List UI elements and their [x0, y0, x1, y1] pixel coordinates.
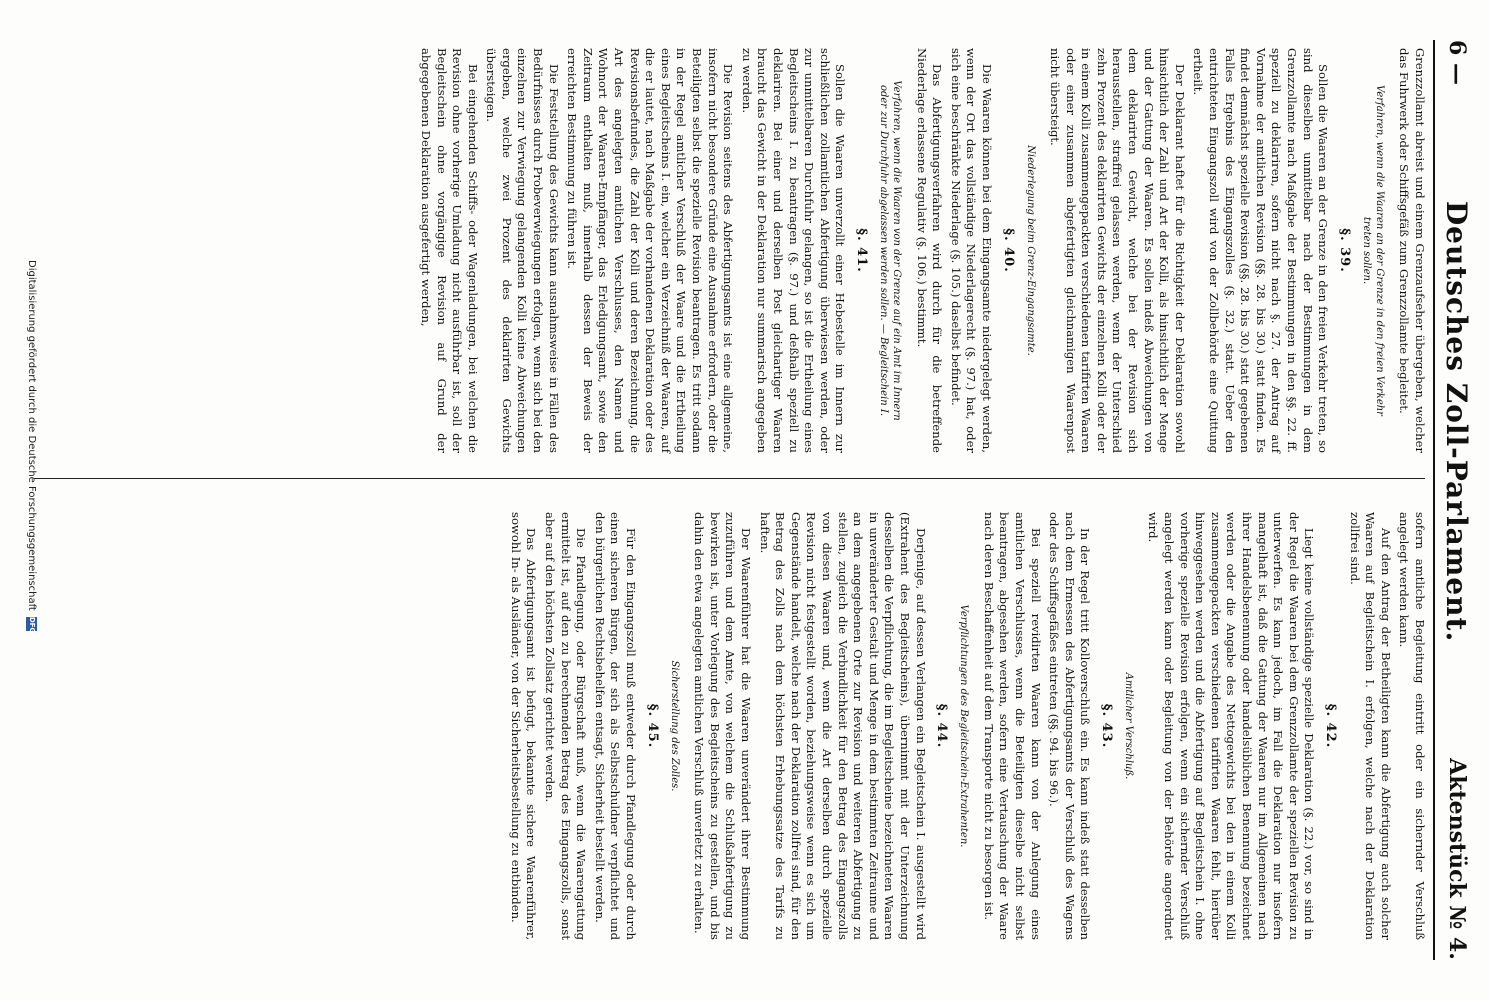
section-number: §. 45. [644, 703, 660, 749]
section-number: §. 42. [1323, 703, 1339, 749]
paragraph: Liegt keine vollständige spezielle Deklaration (§. 22.) vor, so sind in der Regel die Waaren bei dem Grenzzollamte der speziellen Revision zu unterwerfen. Es kann jedoch, im Fall die Deklaration nur insofern mangelhaft ist, daß die Gattung der Waaren nur im Allgemeinen nach ihrer Handelsbenennung oder handelsüblichen Benennung bezeichnet werden oder die Angabe des Nettogewichts bei den in einem Kolli zusammengepackten verschiedenen tarifirten Waaren fehlt, hierüber hinweggesehen werden und die Abfertigung auf Begleitschein I. ohne vorherige spezielle Revision erfolgen, wenn ein sichernder Verschluß angelegt werden kann oder Begleitung von der Behörde angeordnet wird. [1146, 512, 1317, 940]
section-number: §. 41. [853, 228, 869, 273]
paragraph: Derjenige, auf dessen Verlangen ein Begleitschein I. ausgestellt wird (Extrahent des Begleitscheins), übernimmt mit der Unterzeichnung desselben die Verpflichtung, die im Begleitscheine bezeichneten Waaren in unveränderter Gestalt und Menge in dem bestimmten Zeitraume und an dem angegebenen Orte zur Revision und weiteren Abfertigung zu stellen, zugleich die Verbindlichkeit für den Betrag des Eingangszolls von diesen Waaren und, wenn die Art derselben durch spezielle Revision nicht festgestellt worden, beziehungsweise wenn es sich um Gegenstände handelt, welche nach der Deklaration zollfrei sind, für den Betrag des Zolls nach dem höchsten Erhebungssatze des Tarifs zu haften. [757, 512, 928, 940]
paragraph: Die Feststellung des Gewichts kann ausnahmsweise in Fällen des Bedürfnisses durch Probeverwiegungen erfolgen, wenn sich bei den einzelnen zur Verwiegung gelangenden Kolli keine Abweichungen ergeben, welche zwei Prozent des deklarirten Gewichts übersteigen. [484, 48, 561, 453]
section-number: §. 44. [934, 703, 950, 749]
right-column [30, 512, 1427, 940]
paragraph: Bei speziell revidirten Waaren kann von der Anlegung eines amtlichen Verschlusses, wenn die Beteiligten dieselbe nicht selbst beantragen, abgesehen werden, sofern eine Vertauschung der Waare nach deren Beschaffenheit auf dem Transporte nicht zu besorgen ist. [981, 512, 1043, 940]
paragraph: Das Abfertigungsamt ist befugt, bekannte sichere Waarenführer, sowohl In- als Ausländer, von der Sicherheitsbestellung zu entbinden. [508, 512, 539, 940]
paragraph: Die Waaren können bei dem Eingangsamte niedergelegt werden, wenn der Ort das vollständige Niederlagerecht (§. 97.) hat, oder sich eine beschränkte Niederlage (§. 105.) daselbst befindet. [948, 48, 994, 453]
section-number: §. 40. [1000, 228, 1016, 273]
paragraph: In der Regel tritt Kolloverschluß ein. Es kann indeß statt desselben nach dem Ermessen des Abfertigungsamts der Verschluß des Wagens oder des Schiffsgefäßes eintreten (§§. 94. bis 96.). [1047, 512, 1093, 940]
credit-text: Digitalisierung gefördert durch die Deutsche Forschungsgemeinschaft [26, 260, 37, 611]
page-header [1433, 40, 1479, 960]
page-title: Deutsches Zoll-Parlament. [1440, 200, 1474, 643]
paragraph: Die Pfandlegung, oder Bürgschaft muß, wenn die Waarengattung ermittelt ist, auf den zu berechnenden Betrag des Eingangszolls, sonst aber auf den höchsten Zollsatz gerichtet werden. [543, 512, 589, 940]
digitization-credit [26, 260, 37, 634]
paragraph: Sollen die Waaren unverzollt einer Hebestelle im Innern zur schließlichen zollamtlichen Abfertigung überwiesen werden, oder zur unmittelbaren Durchfuhr gelangen, so ist die Ertheilung eines Begleitscheins I. zu beantragen (§. 97.) und deßhalb speziell zu deklariren. Bei einer und derselben Post gleichartiger Waaren braucht das Gewicht in der Deklaration nur summarisch angegeben zu werden. [739, 48, 848, 453]
paragraph: Sollen die Waaren an der Grenze in den freien Verkehr treten, so sind dieselben unmittelbar nach der Bestimmungen in dem Grenzzollamte nach Maßgabe der Bestimmungen in den §§. 22. ff. speziell zu deklariren, sofern nicht nach §. 27. der Antrag auf Vornahme der amtlichen Revision (§§. 28. bis 30.) statt finden. Es findet demnächst spezielle Revision (§§. 28. bis 30.) statt gegebenen Falles Ergebnis des Eingangszolles (§. 32.) statt. Ueber den entrichteten Eingangszoll wird von der Zollbehörde eine Quittung ertheilt. [1191, 48, 1331, 453]
paragraph: Auf den Antrag der Betheiligten kann die Abfertigung auch solcher Waaren auf Begleitschein I. erfolgen, welche nach der Deklaration zollfrei sind. [1347, 512, 1393, 940]
paragraph: Die Revision seitens des Abfertigungsamts ist eine allgemeine, insofern nicht besondere Gründe eine Ausnahme erfordern, oder die Beteiligten selbst die spezielle Revision beantragen. Es tritt sodann in der Regel amtlicher Verschluß der Waare und die Ertheilung eines Begleitscheins I. ein, welcher ein Verzeichniß der Waaren, auf die er lautet, nach Maßgabe der vorhandenen Deklaration oder des Revisionsbefundes, die Zahl der Kolli und deren Bezeichnung, die Art des angelegten amtlichen Verschlusses, den Namen und Wohnort der Waaren-Empfänger, das Erledigungsamt, sowie den Zeitraum enthalten muß, innerhalb dessen der Beweis der erreichten Bestimmung zu führen ist. [565, 48, 736, 453]
left-column [30, 48, 1427, 453]
section-heading: Sicherstellung des Zolles. [668, 660, 680, 792]
section-heading: Niederlegung beim Grenz-Eingangsamte. [1024, 145, 1036, 356]
page-number: 6 — [1444, 40, 1470, 85]
section-heading: Verfahren, wenn die Waaren an der Grenze in den freien Verkehr treten sollen. [1360, 85, 1385, 416]
section-number: §. 39. [1336, 228, 1352, 273]
section-heading: Verpflichtungen des Begleitschein-Extrahenten. [958, 604, 970, 848]
dfg-logo-icon: DFG [28, 616, 36, 634]
section-number: §. 43. [1098, 703, 1114, 749]
section-heading: Verfahren, wenn die Waaren von der Grenze auf ein Amt im Innern oder zur Durchfuhr abgelassen werden sollen. — Begleitschein I. [877, 80, 902, 421]
page-number-dash: — [1444, 62, 1470, 85]
paragraph: Das Abfertigungsverfahren wird durch für die betreffende Niederlage erlassene Regulativ (§. 106.) bestimmt. [914, 48, 945, 453]
paragraph: Grenzzollamt abreist und einem Grenzaufseher übergeben, welcher das Fuhrwerk oder Schiffsgefäß zum Grenzzollamte begleitet. [1397, 48, 1427, 453]
issue-label: Aktenstück № 4. [1444, 758, 1470, 960]
paragraph: Der Waarenführer hat die Waaren unverändert ihrer Bestimmung zuzuführen und dem Amte, von welchem die Schlußabfertigung zu bewirken ist, unter Vorlegung des Begleitscheins zu gestellen, und bis dahin den etwa angelegten amtlichen Verschluß unverletzt zu erhalten. [692, 512, 754, 940]
paragraph: Für den Eingangszoll muß entweder durch Pfandlegung oder durch einen sicheren Bürgen, der sich als Selbstschuldner verpflichtet und den bürgerlichen Rechtsbehelfen entsagt, Sicherheit bestellt werden. [592, 512, 639, 940]
paragraph: Der Deklarant haftet für die Richtigkeit der Deklaration sowohl hinsichtlich der Zahl und Art der Kolli, als hinsichtlich der Menge und der Gattung der Waaren. Es sollen indeß Abweichungen von dem deklarirten Gewicht, welche bei der Revision sich herausstellen, straffrei gelassen werden, wenn der Unterschied zehn Prozent des deklarirten Gewichts der einzelnen Kolli oder der in einem Kolli zusammengepackten verschiedenen tarifirten Waaren oder einer zusammen abgefertigten gleichnamigen Waarenpost nicht übersteigt. [1048, 48, 1187, 453]
paragraph: Bei eingehenden Schiffs- oder Wagenladungen, bei welchen die Revision ohne vorherige Umladung nicht ausführbar ist, soll der Begleitschein ohne vorgängige Revision auf Grund der abgegebenen Deklaration ausgefertigt werden, [418, 48, 480, 453]
section-heading: Amtlicher Verschluß. [1122, 672, 1134, 780]
paragraph: sofern amtliche Begleitung eintritt oder ein sichernder Verschluß angelegt werden kann. [1397, 512, 1427, 940]
column-divider [34, 478, 1425, 479]
